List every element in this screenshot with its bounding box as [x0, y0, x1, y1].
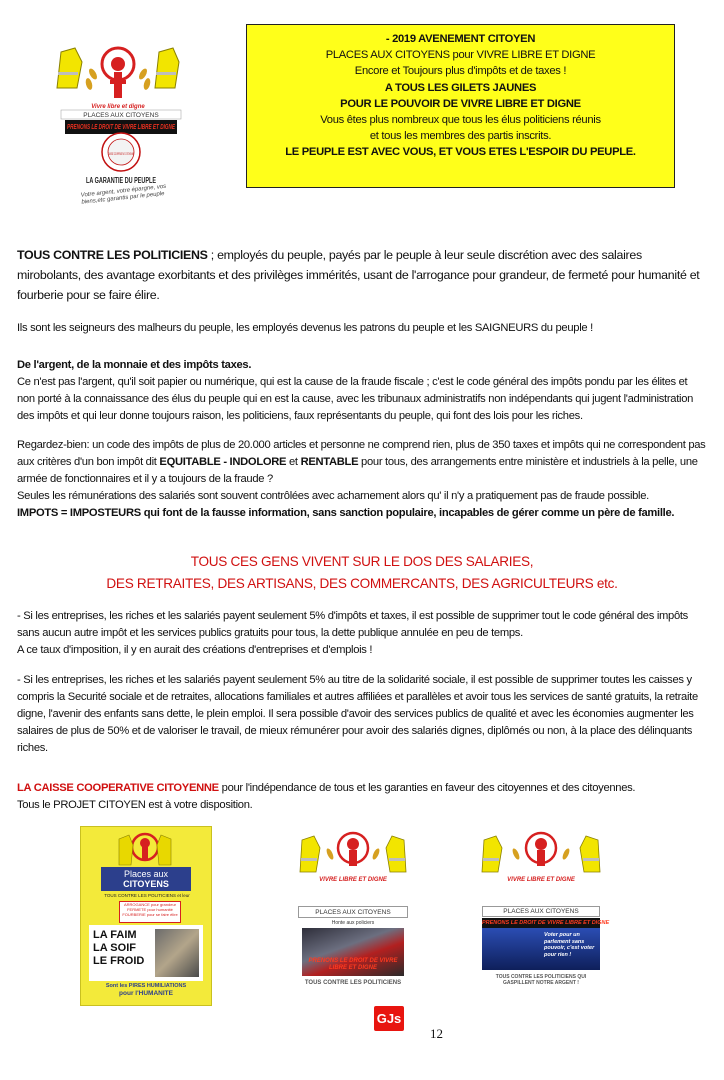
- yellow-vest-icon: [300, 836, 320, 872]
- poster-banner: PLACES AUX CITOYENS: [482, 906, 600, 917]
- paragraph-politicians: [17, 245, 707, 305]
- poster-subtitle: TOUS CONTRE LES POLITICIENS et leur: [104, 893, 190, 898]
- box-line-2: PLACES AUX CITOYENS pour VIVRE LIBRE ET DIGNE: [325, 49, 596, 62]
- paragraph-line-3: IMPOTS = IMPOSTEURS qui font de la fausse information, sans sanction populaire, incapables de gérer comme un père de famille.: [17, 507, 675, 519]
- logo-guarantee: LA GARANTIE DU PEUPLE: [86, 176, 157, 185]
- bold-run: RENTABLE: [300, 456, 359, 468]
- poster-quote: Voter pour un parlement sans pouvoir, c'est voter pour rien !: [544, 932, 595, 958]
- hammer-sickle-emblem-icon: [117, 831, 173, 867]
- paragraph-text: pour l'indépendance de tous et les garanties en faveur des citoyennes et des citoyennes.: [218, 782, 636, 794]
- yellow-vest-icon: [386, 836, 406, 872]
- poster-title: [101, 867, 191, 891]
- paragraph-text: Ce n'est pas l'argent, qu'il soit papier ou numérique, qui est la cause de la fraude fiscale ; c'est le code général des impôts pondu par les élites et non porté à la connaissance des élus du peuple qui en est la cause, avec les tribunaux administratifs non indépendants qui jugent l'administration des impôts et qui leur donne toujours raison, les politiciens, faux représentants du peuple, qui font des lois pour les riches.: [17, 376, 694, 422]
- yellow-vest-icon: [580, 836, 600, 872]
- footer-line: Sont les PIRES HUMILIATIONS: [105, 983, 187, 989]
- poster-police: [298, 826, 408, 998]
- poster-photo: [482, 928, 600, 970]
- paragraph-text: ; employés du peuple, payés par le peuple à leur seule discrétion avec des salaires mirobolants, des avantage exorbitants et des privilèges immérités, usant de l'arrogance pour grandeur, de fermeté pour humanité et fourberie pour se faire élire.: [17, 248, 700, 302]
- paragraph-line-2: Seules les rémunérations des salariés sont souvent contrôlées avec acharnement alors qu' il n'y a pratiquement pas de fraude possible.: [17, 490, 649, 502]
- poster-footer: TOUS CONTRE LES POLITICIENS: [304, 980, 402, 986]
- yellow-vest-icon: [57, 48, 82, 88]
- announcement-box: [246, 24, 675, 188]
- hammer-sickle-emblem-icon: [526, 833, 556, 866]
- box-line-7: et tous les membres des partis inscrits.: [369, 130, 552, 143]
- poster-photo: [155, 929, 199, 977]
- poster-title-line: Places aux: [123, 869, 169, 879]
- paragraph-line-1: [17, 780, 707, 797]
- paragraph-seigneurs: Ils sont les seigneurs des malheurs du peuple, les employés devenus les patrons du peuple et les SAIGNEURS du peuple !: [17, 322, 593, 334]
- gjs-badge: GJs: [374, 1006, 404, 1031]
- big-line: LE FROID: [93, 955, 145, 967]
- logo-tagline: Votre argent, votre épargne, vos biens,etc garantis par le peuple: [80, 183, 167, 206]
- big-line: LA FAIM: [93, 929, 137, 941]
- poster-arc-text: VIVRE LIBRE ET DIGNE: [319, 877, 387, 883]
- poster-red-text: PRENONS LE DROIT DE VIVRE LIBRE ET DIGNE: [482, 920, 610, 926]
- box-line-8: LE PEUPLE EST AVEC VOUS, ET VOUS ETES L'ESPOIR DU PEUPLE.: [285, 146, 636, 159]
- headline-line-1: TOUS CES GENS VIVENT SUR LE DOS DES SALARIES,: [190, 554, 534, 569]
- paragraph-text: - Si les entreprises, les riches et les salariés payent seulement 5% d'impôts et taxes, il est possible de supprimer tout le code général des impôts sans aucun autre impôt et les services publics gratuits pour tous, la dette publique annulée en peu de temps.: [17, 610, 688, 639]
- box-line-3: Encore et Toujours plus d'impôts et de taxes !: [354, 65, 567, 78]
- bold-run: EQUITABLE - INDOLORE: [159, 456, 287, 468]
- poster-red-text: PRENONS LE DROIT DE VIVRE LIBRE ET DIGNE: [308, 958, 398, 971]
- paragraph-line-1: [17, 437, 707, 488]
- hammer-sickle-emblem-icon: [102, 48, 134, 98]
- places-aux-citoyens-logo: [298, 826, 408, 896]
- box-line-6: Vous êtes plus nombreux que tous les élus politiciens réunis: [320, 114, 601, 127]
- poster-parliament: [476, 826, 610, 998]
- headline-line-2: DES RETRAITES, DES ARTISANS, DES COMMERCANTS, DES AGRICULTEURS etc.: [106, 576, 618, 591]
- text-run: et: [286, 456, 301, 468]
- paragraph-tax-code: [17, 437, 707, 522]
- paragraph-caisse: [17, 780, 707, 814]
- poster-hunger: [80, 826, 212, 1006]
- paragraph-heading: De l'argent, de la monnaie et des impôts taxes.: [17, 359, 252, 371]
- paragraph-five-percent-taxes: [17, 608, 707, 659]
- paragraph-lead: LA CAISSE COOPERATIVE CITOYENNE: [17, 782, 219, 794]
- footer-line: pour l'HUMANITE: [119, 990, 173, 997]
- paragraph-lead: TOUS CONTRE LES POLITICIENS: [17, 248, 208, 262]
- places-aux-citoyens-logo: [476, 826, 606, 896]
- box-line-4: A TOUS LES GILETS JAUNES: [384, 81, 537, 94]
- poster-arrogance-box: ARROGANCE pour grandeur FERMETE pour humanité FOURBERIE pour se faire élire: [119, 901, 181, 923]
- logo-collage: [55, 42, 205, 217]
- poster-arc-text: VIVRE LIBRE ET DIGNE: [507, 877, 575, 883]
- poster-banner: PLACES AUX CITOYENS: [298, 906, 408, 918]
- red-headline: [17, 551, 707, 595]
- text-run: pour tous, des arrangements entre ministère et industriels à la pelle, une armée de fonctionnaires et il y a toujours de la fraude ?: [17, 456, 698, 485]
- poster-title-line: CITOYENS: [123, 879, 169, 889]
- text-run: Regardez-bien: un code des impôts de plus de 20.000 articles et personne ne comprend rien, plus de 350 taxes et impôts qui ne correspondent pas aux critères d'un bon impôt dit: [17, 439, 706, 468]
- poster-footer: [87, 983, 205, 997]
- hammer-sickle-emblem-icon: [338, 833, 368, 866]
- paragraph-five-percent-solidarity: - Si les entreprises, les riches et les salariés payent seulement 5% au titre de la solidarité sociale, il est possible de supprimer toutes les caisses y compris la Securité sociale et de retraites, allocations familiales et autres affiliées et parallèles et avoir tous les services de santé gratuits, la retraite digne, l'avenir des enfants sans dette, le plein emploi. Il sera possible d'avoir des services publics de qualité et avec les économies augmenter les salaires de plus de 50% et de valoriser le travail, de mieux rémunérer pour avoir des salariés dignes, diplômés ou non, à la place des délinquants riches.: [17, 674, 698, 754]
- poster-big-text: [93, 929, 144, 968]
- yellow-vest-icon: [482, 836, 502, 872]
- logo-arc-text: Vivre libre et digne: [91, 104, 145, 110]
- paragraph-line-2: Tous le PROJET CITOYEN est à votre disposition.: [17, 799, 253, 811]
- logo-banner-top: PLACES AUX CITOYENS: [83, 112, 159, 119]
- logo-banner-red: PRENONS LE DROIT DE VIVRE LIBRE ET DIGNE: [67, 124, 176, 131]
- paragraph-money: [17, 357, 707, 425]
- poster-hunger-panel: [89, 925, 203, 981]
- coop-ring-text: CAISSE COOPERATIVE CITOYENNE: [108, 152, 135, 156]
- poster-footer: TOUS CONTRE LES POLITICIENS QUI GASPILLENT NOTRE ARGENT !: [495, 974, 587, 986]
- poster-subtitle: Honte aux policiers: [331, 920, 375, 926]
- box-line-5: POUR LE POUVOIR DE VIVRE LIBRE ET DIGNE: [340, 97, 581, 110]
- page-number: 12: [430, 1026, 443, 1041]
- yellow-vest-icon: [155, 48, 179, 88]
- box-line-1: - 2019 AVENEMENT CITOYEN: [385, 33, 536, 45]
- poster-photo: [302, 928, 404, 976]
- big-line: LA SOIF: [93, 942, 136, 954]
- paragraph-line-2: A ce taux d'imposition, il y en aurait des créations d'entreprises et d'emplois !: [17, 644, 373, 656]
